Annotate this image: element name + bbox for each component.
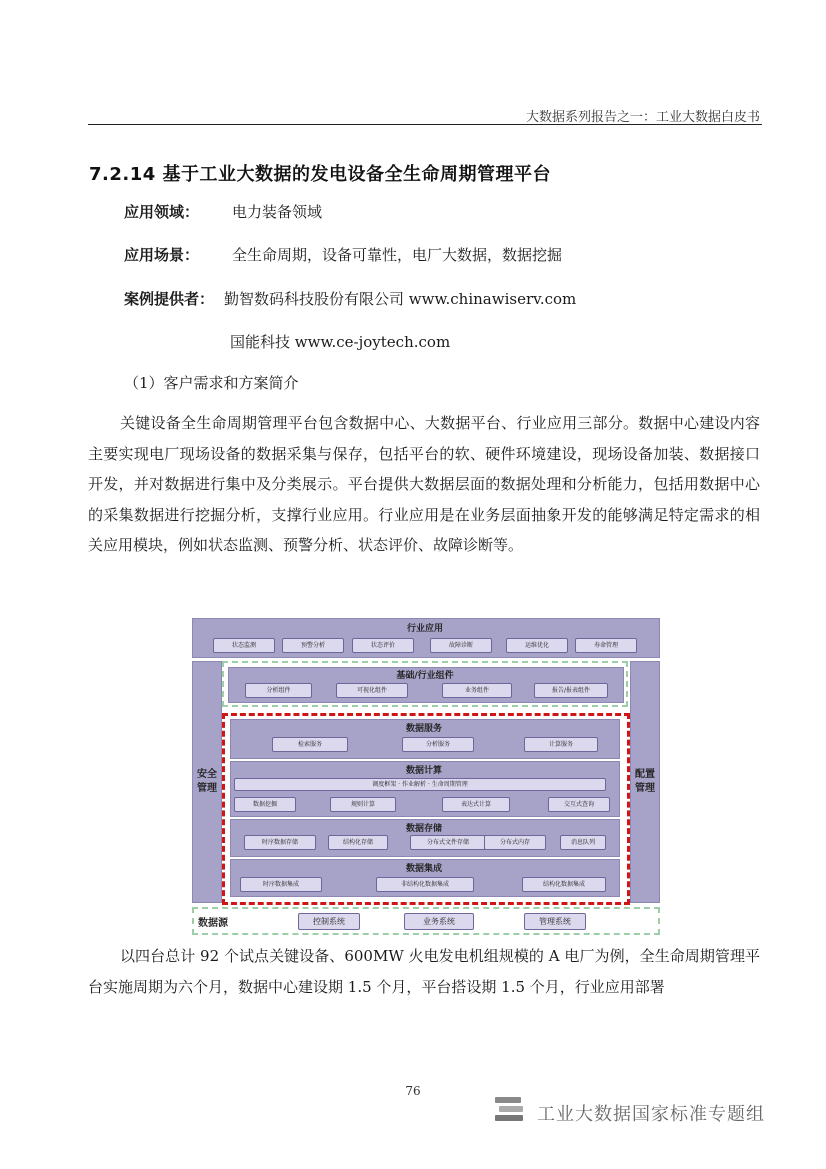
component-chip: 可视化组件: [336, 683, 408, 698]
field-provider-value-2: 国能科技 www.ce-joytech.com: [230, 333, 451, 351]
field-domain-label: 应用领域：: [124, 203, 200, 221]
config-management: 配置管理: [630, 661, 660, 903]
components-title: 基础/行业组件: [396, 671, 454, 681]
paragraph-intro: 关键设备全生命周期管理平台包含数据中心、大数据平台、行业应用三部分。数据中心建设内容主要实现电厂现场设备的数据采集与保存，包括平台的软、硬件环境建设，现场设备加装、数据接口开发，并对数据进行集中及分类展示。平台提供大数据层面的数据处理和分析能力，包括用数据中心的采集数据进行挖掘分析，支撑行业应用。行业应用是在业务层面抽象开发的能够满足特定需求的相关应用模块，例如状态监测、预警分析、状态评价、故障诊断等。: [88, 414, 760, 554]
field-provider: [124, 288, 576, 309]
compute-framework-bar: 调度框架 · 作业解析 · 生命周期管理: [234, 778, 606, 791]
field-provider-label: 案例提供者：: [124, 290, 215, 308]
security-management: 安全管理: [192, 661, 222, 903]
app-chip: 故障诊断: [430, 638, 492, 653]
book-stack-icon: [493, 1094, 527, 1124]
section-title: 7.2.14 基于工业大数据的发电设备全生命周期管理平台: [89, 164, 552, 185]
field-provider-value-1: 勤智数码科技股份有限公司 www.chinawiserv.com: [224, 290, 577, 308]
source-chip: 控制系统: [298, 913, 360, 930]
field-scene-value: 全生命周期，设备可靠性，电厂大数据，数据挖掘: [232, 246, 563, 264]
running-header: 大数据系列报告之一：工业大数据白皮书: [525, 110, 760, 125]
component-chip: 报告/报表组件: [534, 683, 608, 698]
source-chip: 业务系统: [404, 913, 474, 930]
paragraph-case: 以四台总计 92 个试点关键设备、600MW 火电发电机组规模的 A 电厂为例，全生命周期管理平台实施周期为六个月，数据中心建设期 1.5 个月，平台搭设期 1.5 个月，行业应用部署: [88, 947, 760, 996]
app-chip: 预警分析: [282, 638, 344, 653]
component-chip: 业务组件: [442, 683, 512, 698]
source-chip: 管理系统: [524, 913, 586, 930]
field-scene: [124, 244, 562, 265]
app-chip: 寿命管理: [575, 638, 637, 653]
data-integration-title: 数据集成: [405, 864, 442, 874]
storage-chip: 时序数据存储: [244, 835, 316, 850]
service-chip: 检索服务: [272, 737, 348, 752]
service-chip: 分析服务: [402, 737, 474, 752]
field-provider-2: [230, 331, 450, 352]
industry-app-title: 行业应用: [406, 624, 443, 634]
data-source-label: 数据源: [198, 918, 228, 929]
storage-chip: 分布式内存: [484, 835, 546, 850]
compute-chip: 表达式计算: [442, 797, 510, 812]
compute-chip: 数据挖掘: [234, 797, 296, 812]
component-chip: 分析组件: [245, 683, 312, 698]
data-compute-title: 数据计算: [405, 766, 442, 776]
data-service-title: 数据服务: [405, 724, 442, 734]
footer-brand: 工业大数据国家标准专题组: [537, 1104, 765, 1125]
storage-chip: 消息队列: [560, 835, 606, 850]
header-rule: [88, 124, 762, 125]
page-number: 76: [405, 1084, 421, 1098]
integration-chip: 时序数据集成: [240, 877, 322, 892]
integration-chip: 非结构化数据集成: [376, 877, 474, 892]
subheading: （1）客户需求和方案简介: [124, 374, 299, 392]
field-scene-label: 应用场景：: [124, 246, 200, 264]
app-chip: 运维优化: [506, 638, 568, 653]
field-domain: [124, 201, 322, 222]
storage-chip: 分布式文件存储: [410, 835, 486, 850]
field-domain-value: 电力装备领域: [232, 203, 323, 221]
integration-chip: 结构化数据集成: [522, 877, 606, 892]
architecture-diagram: [190, 615, 660, 935]
app-chip: 状态评价: [352, 638, 414, 653]
data-storage-title: 数据存储: [405, 824, 442, 834]
service-chip: 计算服务: [524, 737, 598, 752]
app-chip: 状态监测: [213, 638, 275, 653]
storage-chip: 结构化存储: [328, 835, 388, 850]
compute-chip: 交互式查询: [548, 797, 610, 812]
compute-chip: 规则计算: [330, 797, 396, 812]
